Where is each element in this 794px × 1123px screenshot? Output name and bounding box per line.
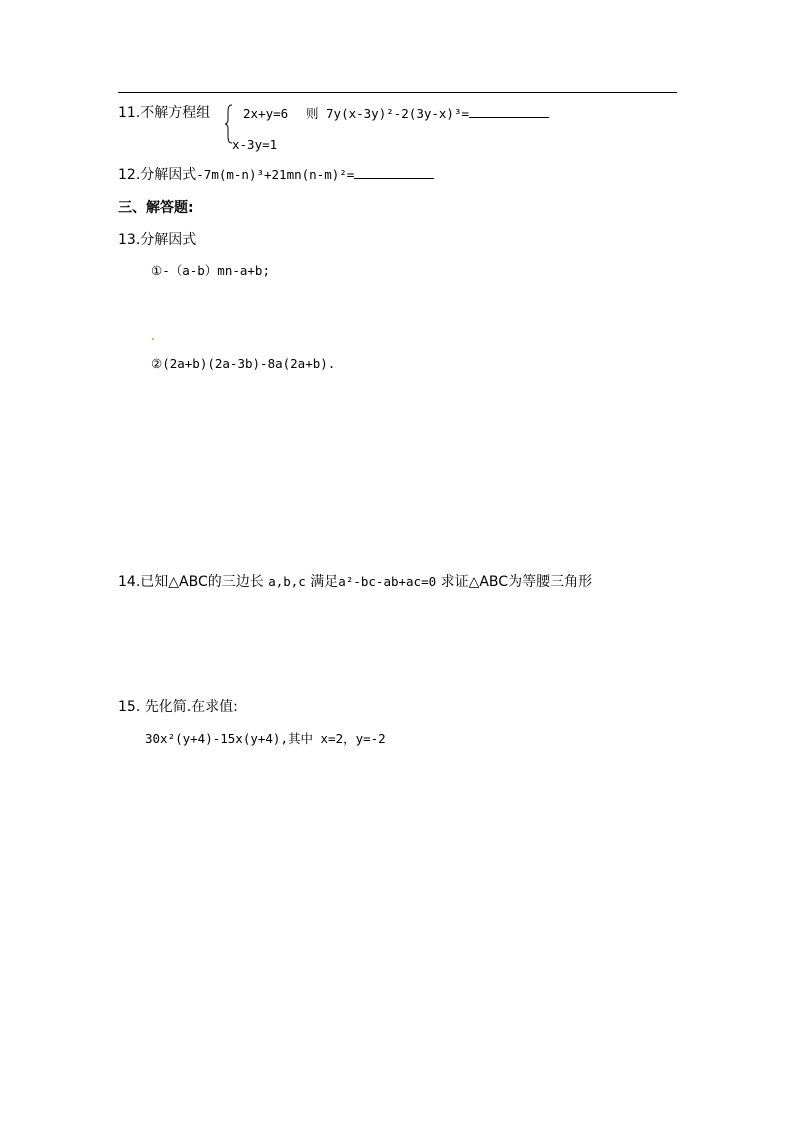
q14-text-b: 满足 [310, 574, 339, 590]
q14-sides: a,b,c [268, 574, 306, 589]
q14-text-c: 求证△ABC为等腰三角形 [440, 574, 593, 590]
q12-answer-blank[interactable] [354, 166, 434, 179]
q13-part-1: ①-（a-b）mn-a+b; [151, 263, 270, 278]
q14-text-a: 14.已知△ABC的三边长 [118, 574, 264, 590]
q11-answer-blank[interactable] [469, 105, 549, 118]
q11-equation-1: 2x+y=6 [243, 106, 289, 121]
q12-expression: -7m(m-n)³+21mn(n-m)²= [196, 167, 355, 182]
q13-prefix: 13.分解因式 [118, 232, 197, 248]
section-heading: 三、解答题: [118, 200, 194, 216]
q12-prefix: 12.分解因式 [118, 167, 197, 183]
q15-text: 15. 先化简.在求值: [118, 699, 238, 715]
header-rule [118, 92, 677, 93]
q11-expression [306, 105, 549, 123]
q15-expression: 30x²(y+4)-15x(y+4),其中 x=2，y=-2 [145, 731, 386, 746]
q11-then-text: 则 7y(x-3y)²-2(3y-x)³= [306, 106, 470, 121]
q14-equation: a²-bc-ab+ac=0 [338, 574, 437, 589]
q12-line [118, 166, 434, 184]
q11-prefix: 11.不解方程组 [118, 105, 211, 121]
q13-part-2: ②(2a+b)(2a-3b)-8a(2a+b). [151, 356, 336, 371]
q11-equation-2: x-3y=1 [232, 137, 278, 152]
q14-line [118, 573, 592, 591]
stray-mark [152, 338, 154, 340]
